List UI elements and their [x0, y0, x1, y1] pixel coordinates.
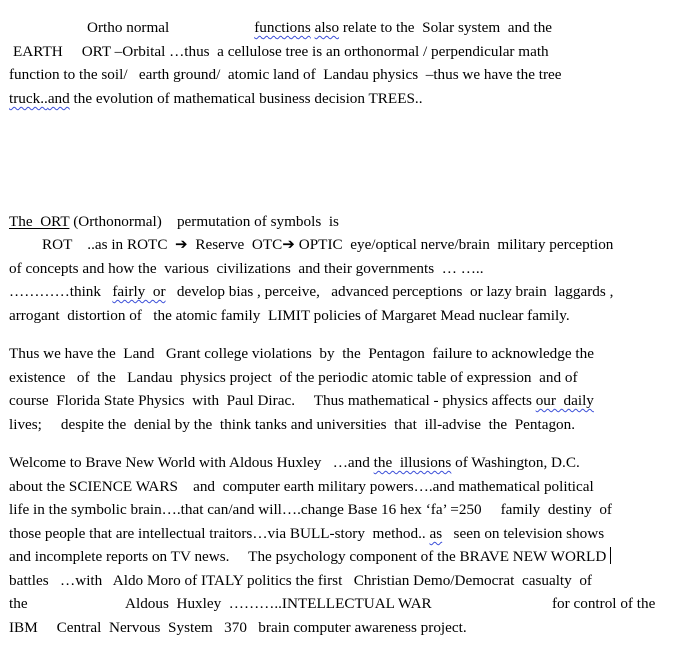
spellcheck-word[interactable]: truck..: [9, 90, 48, 107]
text-run: those people that are intellectual traitors…via BULL-story method..: [9, 525, 430, 542]
spellcheck-word[interactable]: the illusions: [373, 454, 452, 471]
p1-line-2: EARTH ORT –Orbital …thus a cellulose tree is an orthonormal / perpendicular math: [13, 43, 549, 60]
p4-line-2: about the SCIENCE WARS and computer earth military powers….and mathematical political: [9, 478, 594, 495]
p3-line-1: Thus we have the Land Grant college violations by the Pentagon failure to acknowledge the: [9, 345, 594, 362]
p2-line-4: [9, 280, 613, 303]
p1-line-3: function to the soil/ earth ground/ atomic land of Landau physics –thus we have the tree: [9, 66, 562, 83]
spellcheck-word[interactable]: our daily: [535, 392, 594, 409]
p4-line-4: [9, 522, 604, 545]
text-run: the: [9, 595, 28, 612]
p2-line-3: of concepts and how the various civilizations and their governments … …..: [9, 260, 484, 277]
p4-line-3: life in the symbolic brain….that can/and will….change Base 16 hex ‘fa’ =250 family destiny of: [9, 501, 612, 518]
p2-line-2: ROT ..as in ROTC ➔ Reserve OTC➔ OPTIC eye/optical nerve/brain military perception: [42, 236, 614, 253]
p4-line-1: [9, 451, 580, 474]
text-run: Ortho normal: [87, 19, 170, 36]
text-run: seen on television shows: [442, 525, 605, 542]
text-run: the evolution of mathematical business decision TREES..: [69, 90, 423, 107]
spellcheck-word[interactable]: fairly or: [112, 283, 166, 300]
p2-line-1: [9, 210, 339, 233]
text-run: develop bias , perceive, advanced perceptions or lazy brain laggards ,: [165, 283, 614, 300]
p3-line-4: lives; despite the denial by the think tanks and universities that ill-advise the Pentagon.: [9, 416, 576, 433]
text-run: Welcome to Brave New World with Aldous Huxley …and: [9, 454, 374, 471]
text-run: …………think: [9, 283, 113, 300]
p4-line-7: [9, 592, 674, 615]
text-run: and incomplete reports on TV news. The psychology component of the BRAVE NEW WORLD: [9, 548, 607, 565]
underlined-text: The ORT: [9, 213, 70, 230]
text-run: course Florida State Physics with Paul Dirac. Thus mathematical - physics affects: [9, 392, 536, 409]
spellcheck-word[interactable]: functions: [254, 19, 311, 36]
p1-line-4: [9, 87, 423, 110]
p4-line-8: IBM Central Nervous System 370 brain computer awareness project.: [9, 619, 467, 636]
p3-line-2: existence of the Landau physics project of the periodic atomic table of expression and of: [9, 369, 578, 386]
text-run: of Washington, D.C.: [451, 454, 580, 471]
p4-line-5: [9, 545, 611, 568]
spellcheck-word[interactable]: also: [314, 19, 340, 36]
p1-line-1: [87, 16, 552, 39]
text-cursor: [610, 547, 611, 564]
text-run: (Orthonormal) permutation of symbols is: [69, 213, 339, 230]
spellcheck-word[interactable]: and: [47, 90, 70, 107]
p2-line-5: arrogant distortion of the atomic family LIMIT policies of Margaret Mead nuclear family.: [9, 307, 570, 324]
p3-line-3: [9, 389, 594, 412]
p4-line-6: battles …with Aldo Moro of ITALY politics the first Christian Demo/Democrat casualty of: [9, 572, 592, 589]
spellcheck-word[interactable]: as: [429, 525, 443, 542]
text-run: Aldous Huxley ………..INTELLECTUAL WAR: [125, 595, 432, 612]
text-run: for control of the: [552, 595, 656, 612]
text-run: relate to the Solar system and the: [342, 19, 553, 36]
